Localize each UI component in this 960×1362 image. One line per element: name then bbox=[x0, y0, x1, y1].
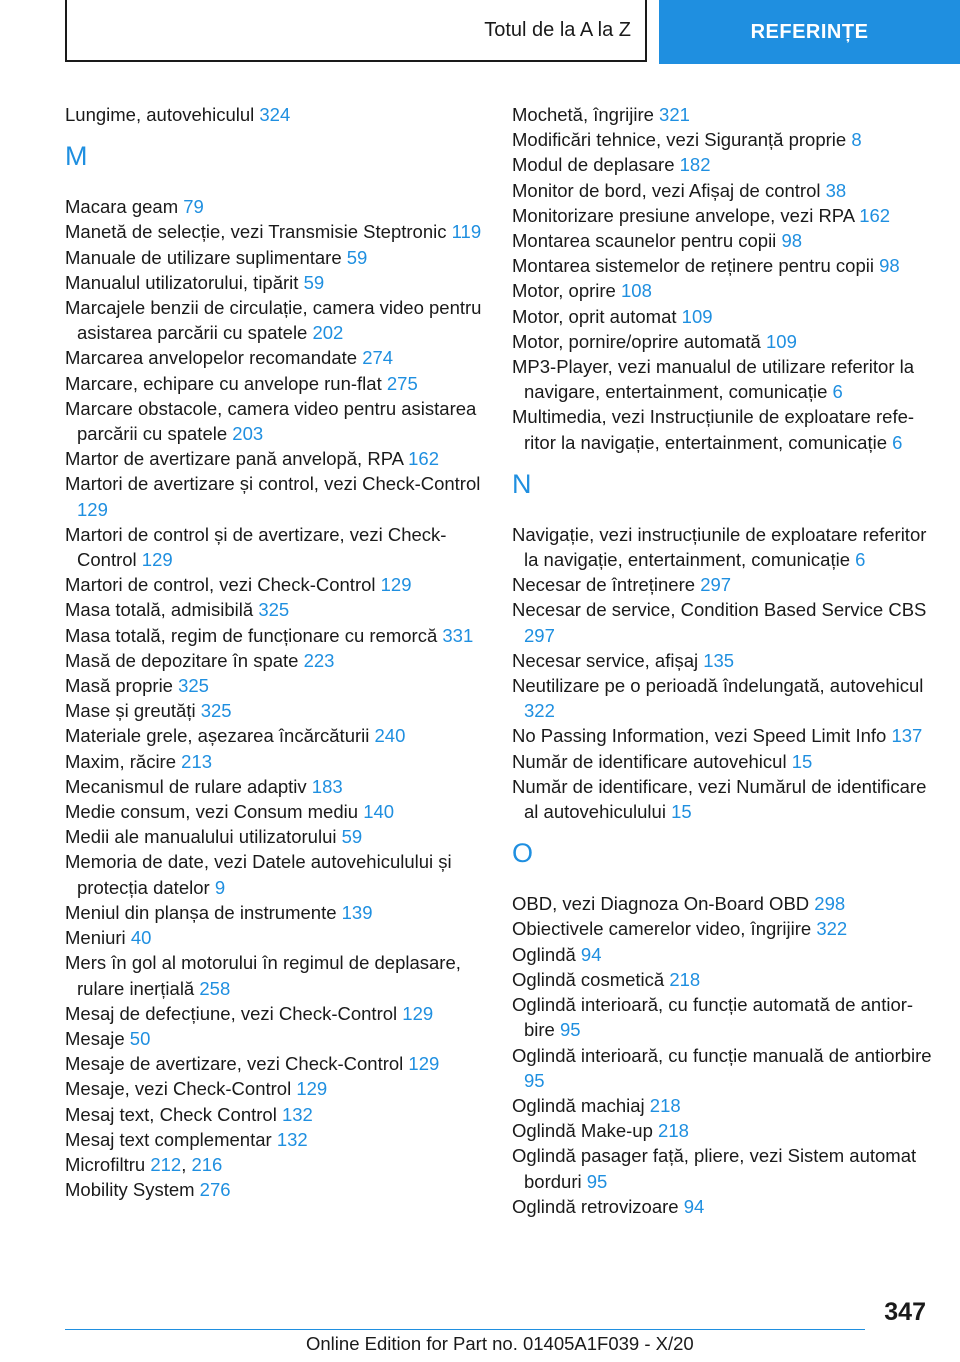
index-letter-heading: M bbox=[65, 141, 88, 172]
index-entry-text: Neutilizare pe o perioadă îndelungată, autovehicul bbox=[512, 675, 924, 697]
page-reference-link[interactable]: 297 bbox=[700, 574, 732, 596]
index-entry bbox=[65, 446, 485, 471]
index-entry-text: Mesaj text, Check Control bbox=[65, 1103, 277, 1125]
page-reference-link[interactable]: 216 bbox=[191, 1153, 223, 1175]
index-entry-text: Necesar de service, Condition Based Service CBS bbox=[512, 599, 927, 621]
page-reference-link[interactable]: 129 bbox=[380, 574, 412, 596]
index-entry-text: Mers în gol al motorului în regimul de deplasare, rulare inerțială bbox=[65, 952, 461, 999]
page-reference-link[interactable]: 240 bbox=[374, 725, 406, 747]
page-reference-link[interactable]: 132 bbox=[281, 1103, 313, 1125]
index-entry bbox=[65, 522, 485, 572]
index-entry: Microfiltru 212, 216 bbox=[65, 1153, 223, 1175]
index-entry bbox=[512, 1143, 932, 1193]
index-entry-text: Oglindă pasager față, pliere, vezi Sistem automat borduri bbox=[512, 1145, 917, 1192]
index-entry-text: Mesaje bbox=[65, 1027, 125, 1049]
chapter-tab[interactable] bbox=[659, 0, 960, 64]
index-entry-text: Manuale de utilizare suplimentare bbox=[65, 246, 342, 268]
index-entry-text: Număr de identificare autovehicul bbox=[512, 750, 787, 772]
index-entry-text: Masa totală, admisibilă bbox=[65, 599, 254, 621]
index-entry bbox=[65, 1051, 485, 1076]
index-entry-text: Marcare obstacole, camera video pentru asistarea parcării cu spatele bbox=[65, 397, 477, 445]
index-entry-text: Oglindă retrovizoare bbox=[512, 1195, 679, 1217]
index-entry-text: Monitorizare presiune anvelope, vezi RPA bbox=[512, 204, 855, 226]
page-reference-link[interactable]: 109 bbox=[766, 330, 797, 352]
index-entry-text: Memoria de date, vezi Datele autovehiculului și protecția datelor bbox=[65, 851, 452, 898]
index-entry-text: Marcare, echipare cu anvelope run-flat bbox=[65, 372, 382, 394]
index-entry-text: OBD, vezi Diagnoza On-Board OBD bbox=[512, 893, 810, 915]
page-reference-link[interactable]: 98 bbox=[781, 230, 803, 252]
page-reference-link[interactable]: 324 bbox=[259, 104, 291, 125]
index-entry bbox=[65, 471, 485, 521]
index-entry-text: Microfiltru bbox=[65, 1153, 146, 1175]
index-entry-text: Mesaj de defecțiune, vezi Check-Control bbox=[65, 1002, 398, 1024]
index-entry-text: Montarea scaunelor pentru copii bbox=[512, 230, 777, 252]
index-entry bbox=[512, 597, 932, 647]
index-letter-heading: N bbox=[512, 468, 532, 499]
page-reference-link[interactable]: 276 bbox=[199, 1179, 231, 1201]
section-title-tab bbox=[65, 0, 647, 62]
page-reference-link[interactable]: 140 bbox=[363, 801, 395, 823]
index-entry bbox=[512, 1194, 932, 1219]
page-reference-link[interactable]: 218 bbox=[658, 1120, 689, 1142]
index-entry-text: Mase și greutăți bbox=[65, 700, 196, 722]
index-entry bbox=[512, 648, 932, 673]
index-entry bbox=[65, 1026, 485, 1051]
index-entry-text: MP3-Player, vezi manualul de utilizare referitor la navigare, entertainment, comunicație bbox=[512, 356, 915, 403]
index-entry bbox=[65, 673, 485, 698]
index-entry-text: Modul de deplasare bbox=[512, 154, 675, 176]
page-number: 347 bbox=[884, 1298, 926, 1326]
index-entry-text: Medie consum, vezi Consum mediu bbox=[65, 801, 359, 823]
index-entry-text: Modificări tehnice, vezi Siguranță proprie bbox=[512, 129, 847, 151]
index-column-right bbox=[512, 102, 932, 1219]
index-entry bbox=[65, 396, 485, 446]
index-entry-text: Masă de depozitare în spate bbox=[65, 649, 299, 671]
page-reference-link[interactable]: 59 bbox=[346, 246, 368, 268]
page-reference-link[interactable]: 15 bbox=[671, 801, 692, 823]
index-entry bbox=[65, 194, 485, 219]
index-entry bbox=[512, 942, 932, 967]
page-reference-link[interactable]: 132 bbox=[276, 1128, 308, 1150]
index-entry-text: Necesar de întreținere bbox=[512, 574, 696, 596]
index-entry bbox=[65, 219, 485, 244]
index-entry bbox=[512, 1093, 932, 1118]
page-reference-link[interactable]: 258 bbox=[199, 977, 231, 999]
index-entry-text: Mobility System bbox=[65, 1179, 195, 1201]
page-reference-link[interactable]: 274 bbox=[362, 347, 394, 369]
index-entry bbox=[65, 597, 485, 622]
index-entry-text: Masa totală, regim de funcționare cu remorcă bbox=[65, 624, 438, 646]
index-entry bbox=[65, 824, 485, 849]
index-entry bbox=[512, 572, 932, 597]
index-entry-text: Oglindă interioară, cu funcție automată de antiorbire bbox=[512, 994, 914, 1041]
index-entry bbox=[512, 278, 932, 303]
page-reference-link[interactable]: 218 bbox=[669, 968, 701, 990]
index-entry bbox=[65, 1001, 485, 1026]
page-reference-link[interactable]: 15 bbox=[791, 750, 813, 772]
index-entry-text: Mecanismul de rulare adaptiv bbox=[65, 775, 307, 797]
index-entry bbox=[512, 354, 932, 404]
index-entry bbox=[65, 799, 485, 824]
page-reference-link[interactable]: 38 bbox=[825, 179, 847, 201]
index-entry bbox=[512, 1118, 932, 1143]
chapter-tab-label: REFERINȚE bbox=[750, 20, 869, 43]
index-entry bbox=[65, 1177, 485, 1202]
index-entry bbox=[512, 253, 932, 278]
page-reference-link[interactable]: 137 bbox=[891, 725, 923, 747]
page-reference-link[interactable]: 218 bbox=[649, 1094, 681, 1116]
page-reference-link[interactable]: 325 bbox=[178, 675, 209, 697]
index-entry bbox=[65, 1127, 485, 1152]
page-reference-link[interactable]: 297 bbox=[524, 624, 555, 646]
page-reference-link[interactable]: 108 bbox=[621, 280, 652, 302]
index-entry-text: Multimedia, vezi Instrucțiunile de exploatare referitor la navigație, entertainment, comunicație bbox=[512, 406, 915, 453]
index-entry bbox=[512, 723, 932, 748]
page-reference-link[interactable]: 129 bbox=[296, 1078, 328, 1100]
index-entry bbox=[65, 849, 485, 899]
page-reference-link[interactable]: 79 bbox=[183, 196, 204, 218]
index-entry bbox=[512, 891, 932, 916]
index-entry bbox=[65, 648, 485, 673]
index-entry-text: Mesaje, vezi Check-Control bbox=[65, 1078, 292, 1100]
index-entry-text: Lungime, autovehiculul bbox=[65, 104, 255, 125]
page-reference-link[interactable]: 331 bbox=[442, 624, 474, 646]
page-reference-link[interactable]: 109 bbox=[681, 305, 713, 327]
page-reference-link[interactable]: 6 bbox=[892, 431, 903, 453]
index-entry bbox=[512, 749, 932, 774]
index-entry-text: Meniul din planșa de instrumente bbox=[65, 901, 337, 923]
page-reference-link[interactable]: 213 bbox=[181, 750, 213, 772]
page-reference-link[interactable]: 129 bbox=[141, 549, 173, 571]
index-entry bbox=[512, 404, 932, 454]
index-entry bbox=[512, 967, 932, 992]
index-entry-text: Martor de avertizare pană anvelopă, RPA bbox=[65, 448, 403, 470]
index-entry bbox=[512, 992, 932, 1042]
index-entry bbox=[512, 774, 932, 824]
index-entry-text: No Passing Information, vezi Speed Limit Info bbox=[512, 725, 887, 747]
page-reference-link[interactable]: 59 bbox=[341, 826, 363, 848]
page-reference-link[interactable]: 203 bbox=[232, 423, 264, 445]
index-entry bbox=[512, 203, 932, 228]
index-entry-text: Masă proprie bbox=[65, 675, 173, 697]
index-entry bbox=[65, 900, 485, 925]
page-reference-link[interactable]: 183 bbox=[311, 775, 343, 797]
page-reference-link[interactable]: 202 bbox=[312, 322, 344, 344]
index-entry bbox=[512, 916, 932, 941]
page-reference-link[interactable]: 182 bbox=[679, 154, 711, 176]
index-entry bbox=[512, 673, 932, 723]
page-reference-link[interactable]: 8 bbox=[851, 129, 862, 151]
index-entry bbox=[65, 245, 485, 270]
index-entry bbox=[65, 345, 485, 370]
page-reference-link[interactable]: 6 bbox=[855, 549, 866, 571]
index-entry bbox=[512, 228, 932, 253]
footer-edition: Online Edition for Part no. 01405A1F039 - X/20 bbox=[306, 1333, 694, 1354]
index-entry bbox=[65, 1102, 485, 1127]
page-reference-link[interactable]: 223 bbox=[303, 649, 335, 671]
page-reference-link[interactable]: 321 bbox=[659, 104, 690, 125]
page-reference-link[interactable]: 59 bbox=[303, 271, 325, 293]
index-entry-text: Necesar service, afișaj bbox=[512, 649, 699, 671]
page-reference-link[interactable]: 95 bbox=[586, 1170, 608, 1192]
index-entry-text: Martori de avertizare și control, vezi Check-Control bbox=[65, 473, 481, 495]
index-entry-text: Meniuri bbox=[65, 927, 126, 949]
index-entry bbox=[65, 623, 485, 648]
index-entry-text: Manualul utilizatorului, tipărit bbox=[65, 271, 299, 293]
page-reference-link[interactable]: 298 bbox=[814, 893, 846, 915]
index-entry bbox=[512, 329, 932, 354]
page-reference-link[interactable]: 325 bbox=[258, 599, 290, 621]
index-entry-text: Motor, oprire bbox=[512, 280, 616, 302]
index-entry-text: Montarea sistemelor de reținere pentru copii bbox=[512, 255, 874, 277]
section-title: Totul de la A la Z bbox=[484, 18, 631, 41]
index-entry bbox=[65, 1076, 485, 1101]
index-entry bbox=[512, 522, 932, 572]
index-entry bbox=[512, 127, 932, 152]
page-reference-link[interactable]: 98 bbox=[879, 255, 900, 277]
index-entry bbox=[65, 950, 485, 1000]
page-reference-link[interactable]: 129 bbox=[408, 1053, 440, 1075]
index-entry-text: Obiectivele camerelor video, îngrijire bbox=[512, 918, 812, 940]
index-entry-text: Număr de identificare, vezi Numărul de identificare al autovehiculului bbox=[512, 775, 927, 823]
page-reference-link[interactable]: 212 bbox=[150, 1153, 182, 1175]
index-entry bbox=[65, 572, 485, 597]
page-reference-link[interactable]: 6 bbox=[832, 381, 843, 403]
page-reference-link[interactable]: 95 bbox=[524, 1069, 545, 1091]
index-entry-text: Motor, pornire/oprire automată bbox=[512, 330, 761, 352]
index-entry bbox=[65, 723, 485, 748]
page-reference-link[interactable]: 322 bbox=[816, 918, 848, 940]
index-entry-text: Marcajele benzii de circulație, camera video pentru asistarea parcării cu spatele bbox=[65, 297, 482, 344]
index-entry-text: Navigație, vezi instrucțiunile de exploatare referitor la navigație, entertainment, comunicație bbox=[512, 523, 927, 571]
page-reference-link[interactable]: 322 bbox=[524, 700, 555, 722]
index-entry-text: Materiale grele, așezarea încărcăturii bbox=[65, 725, 370, 747]
index-entry bbox=[512, 178, 932, 203]
page-reference-link[interactable]: 129 bbox=[77, 498, 108, 520]
index-entry bbox=[65, 774, 485, 799]
page-reference-link[interactable]: 94 bbox=[580, 943, 602, 965]
index-entry-text: Marcarea anvelopelor recomandate bbox=[65, 347, 358, 369]
index-entry bbox=[65, 102, 485, 127]
index-entry-text: Martori de control și de avertizare, vezi Check-Control bbox=[65, 523, 447, 571]
index-letter-heading: O bbox=[512, 838, 534, 869]
index-entry bbox=[65, 925, 485, 950]
page-reference-link[interactable]: 50 bbox=[129, 1027, 151, 1049]
index-entry-text: Mochetă, îngrijire bbox=[512, 104, 654, 125]
page-reference-link[interactable]: 162 bbox=[408, 448, 440, 470]
index-entry-text: Maxim, răcire bbox=[65, 750, 177, 772]
index-entry-text: Oglindă Make-up bbox=[512, 1120, 653, 1142]
index-entry-text: Oglindă cosmetică bbox=[512, 968, 665, 990]
page-reference-link[interactable]: 119 bbox=[451, 221, 482, 243]
index-entry-text: Oglindă bbox=[512, 943, 576, 965]
index-entry bbox=[512, 102, 932, 127]
index-entry bbox=[65, 749, 485, 774]
page-reference-link[interactable]: 275 bbox=[386, 372, 418, 394]
page-reference-link[interactable]: 139 bbox=[341, 901, 373, 923]
index-entry bbox=[65, 698, 485, 723]
page-reference-link[interactable]: 94 bbox=[683, 1195, 705, 1217]
index-entry-text: Oglindă machiaj bbox=[512, 1094, 645, 1116]
index-entry bbox=[65, 295, 485, 345]
index-entry-text: Motor, oprit automat bbox=[512, 305, 677, 327]
index-entry-text: Martori de control, vezi Check-Control bbox=[65, 574, 376, 596]
page-reference-link[interactable]: 40 bbox=[130, 927, 152, 949]
page-reference-link[interactable]: 95 bbox=[560, 1019, 581, 1041]
page-header bbox=[65, 0, 960, 64]
page-reference-link[interactable]: 135 bbox=[703, 649, 735, 671]
index-entry-text: Manetă de selecție, vezi Transmisie Steptronic bbox=[65, 221, 447, 243]
page-reference-link[interactable]: 325 bbox=[200, 700, 232, 722]
index-entry-text: Medii ale manualului utilizatorului bbox=[65, 826, 337, 848]
page-reference-link[interactable]: 9 bbox=[214, 876, 226, 898]
index-entry bbox=[512, 152, 932, 177]
index-entry bbox=[512, 304, 932, 329]
page-reference-link[interactable]: 129 bbox=[402, 1002, 434, 1024]
index-entry bbox=[512, 1043, 932, 1093]
index-entry-text: Macara geam bbox=[65, 196, 179, 218]
index-column-left bbox=[65, 102, 485, 1202]
index-entry bbox=[65, 270, 485, 295]
footer-divider bbox=[65, 1329, 865, 1330]
index-entry-text: Mesaj text complementar bbox=[65, 1128, 272, 1150]
index-entry-text: Monitor de bord, vezi Afișaj de control bbox=[512, 179, 821, 201]
page-reference-link[interactable]: 162 bbox=[859, 204, 891, 226]
index-entry-text: Mesaje de avertizare, vezi Check-Control bbox=[65, 1053, 404, 1075]
index-entry bbox=[65, 371, 485, 396]
index-entry-text: Oglindă interioară, cu funcție manuală de antiorbire bbox=[512, 1044, 932, 1066]
